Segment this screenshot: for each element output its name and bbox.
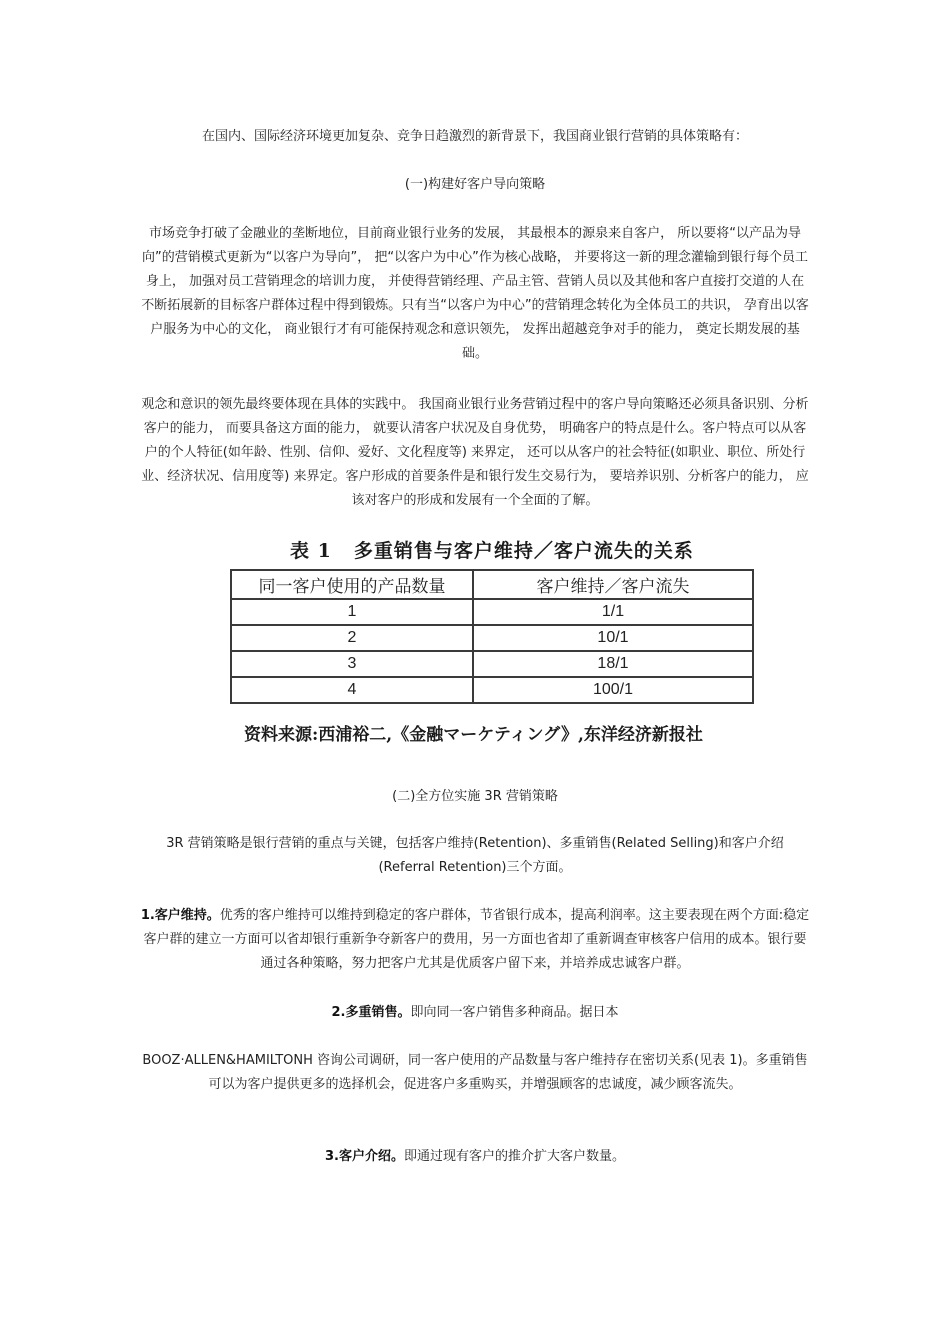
table-1-figure bbox=[230, 534, 770, 749]
table-title bbox=[290, 536, 694, 563]
table-cell: 2 bbox=[231, 625, 473, 651]
item-1-text: 优秀的客户维持可以维持到稳定的客户群体，节省银行成本，提高利润率。这主要表现在两个方面:稳定客户群的建立一方面可以省却银行重新争夺新客户的费用，另一方面也省却了重新调查审核客户信用的成本。银行要通过各种策略，努力把客户尤其是优质客户留下来，并培养成忠诚客户群。 bbox=[143, 908, 810, 971]
table-source: 资料来源:西浦裕二,《金融マーケティング》,东洋经济新报社 bbox=[244, 725, 703, 745]
table-cell: 1/1 bbox=[473, 599, 753, 625]
paragraph-3r-intro: 3R 营销策略是银行营销的重点与关键，包括客户维持(Retention)、多重销售(Related Selling)和客户介绍(Referral Retention)三个方面。 bbox=[166, 836, 784, 875]
item-3-text: 即通过现有客户的推介扩大客户数量。 bbox=[403, 1149, 625, 1164]
table-cell: 1 bbox=[231, 599, 473, 625]
item-3-label: 3.客户介绍。 bbox=[325, 1149, 404, 1164]
item-2-text: 即向同一客户销售多种商品。据日本 bbox=[410, 1005, 619, 1020]
paragraph-customer-analysis: 观念和意识的领先最终要体现在具体的实践中。 我国商业银行业务营销过程中的客户导向策略还必须具备识别、分析客户的能力， 而要具备这方面的能力， 就要认清客户状况及自身优势， 明确客户的特点是什么。客户特点可以从客户的个人特征(如年龄、性别、信仰、爱好、文化程度等) 来界定， 还可以从客户的社会特征(如职业、职位、所处行业、经济状况、信用度等) 来界定。客户形成的首要条件是和银行发生交易行为， 要培养识别、分析客户的能力， 应该对客户的形成和发展有一个全面的了解。 bbox=[141, 397, 809, 508]
paragraph-customer-retention bbox=[140, 904, 810, 976]
table-cell: 18/1 bbox=[473, 651, 753, 677]
paragraph-related-selling bbox=[140, 1001, 810, 1025]
paragraph-booz-allen-study: BOOZ·ALLEN&HAMILTONH 咨询公司调研，同一客户使用的产品数量与客户维持存在密切关系(见表 1)。多重销售可以为客户提供更多的选择机会，促进客户多重购买，并增强顾客的忠诚度，减少顾客流失。 bbox=[142, 1053, 808, 1092]
paragraph-referral bbox=[140, 1145, 810, 1169]
data-table bbox=[230, 569, 754, 704]
table-row bbox=[231, 651, 753, 677]
table-header-row bbox=[231, 570, 753, 599]
table-row bbox=[231, 625, 753, 651]
section-heading-2: (二)全方位实施 3R 营销策略 bbox=[392, 789, 558, 804]
table-title-text: 多重销售与客户维持／客户流失的关系 bbox=[353, 540, 694, 562]
table-cell: 100/1 bbox=[473, 677, 753, 703]
intro-paragraph: 在国内、国际经济环境更加复杂、竞争日趋激烈的新背景下，我国商业银行营销的具体策略有： bbox=[201, 129, 748, 144]
item-2-label: 2.多重销售。 bbox=[331, 1005, 411, 1020]
table-row bbox=[231, 599, 753, 625]
item-1-label: 1.客户维持。 bbox=[140, 908, 220, 923]
table-number: 表 1 bbox=[290, 540, 332, 562]
table-header-cell: 同一客户使用的产品数量 bbox=[231, 570, 473, 599]
table-header-cell: 客户维持／客户流失 bbox=[473, 570, 753, 599]
section-heading-1: (一)构建好客户导向策略 bbox=[404, 177, 546, 192]
table-cell: 4 bbox=[231, 677, 473, 703]
table-cell: 10/1 bbox=[473, 625, 753, 651]
table-row bbox=[231, 677, 753, 703]
table-cell: 3 bbox=[231, 651, 473, 677]
paragraph-customer-orientation: 市场竞争打破了金融业的垄断地位，目前商业银行业务的发展， 其最根本的源泉来自客户， 所以要将“以产品为导向”的营销模式更新为“以客户为导向”， 把“以客户为中心”作为核心战略， 并要将这一新的理念灌输到银行每个员工身上， 加强对员工营销理念的培训力度， 并使得营销经理、产品主管、营销人员以及其他和客户直接打交道的人在不断拓展新的目标客户群体过程中得到锻炼。只有当“以客户为中心”的营销理念转化为全体员工的共识， 孕育出以客户服务为中心的文化， 商业银行才有可能保持观念和意识领先， 发挥出超越竞争对手的能力， 奠定长期发展的基础。 bbox=[141, 226, 809, 361]
